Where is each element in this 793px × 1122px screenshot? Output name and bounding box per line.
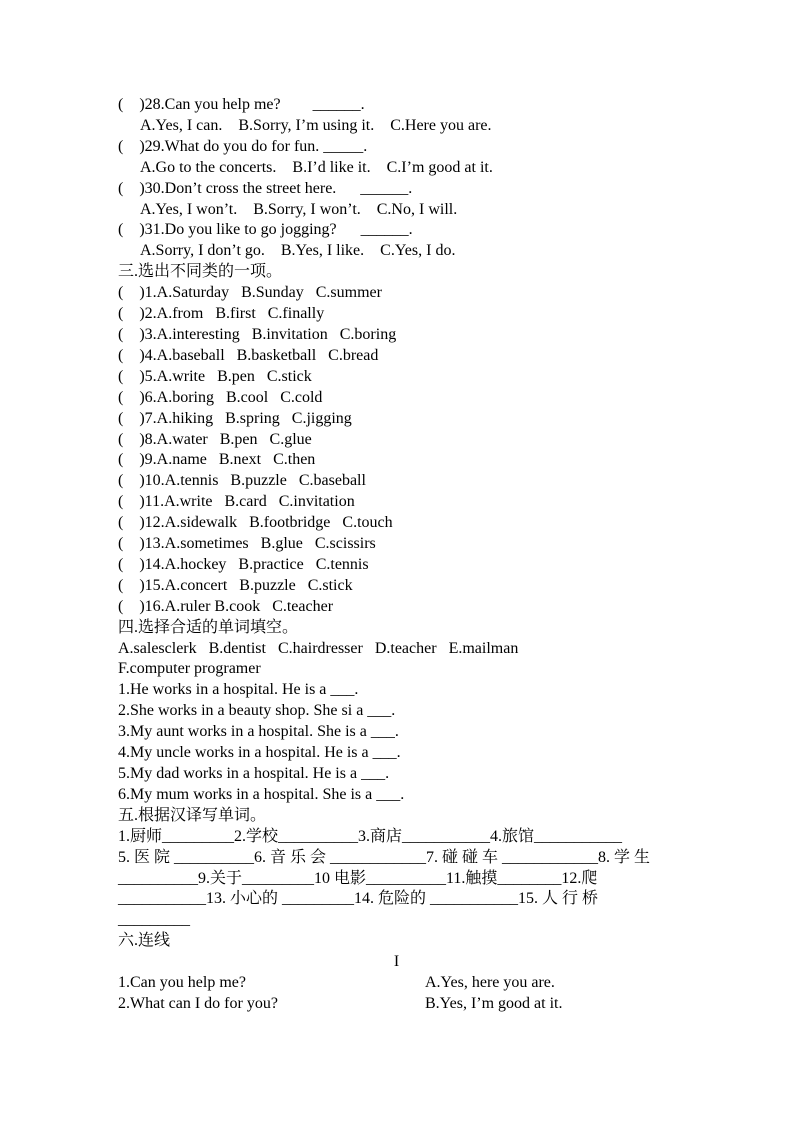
word-bank-line: F.computer programer xyxy=(118,660,261,678)
question-line: ( )2.A.from B.first C.finally xyxy=(118,305,325,323)
matching-pair xyxy=(118,994,675,1015)
question-options: A.Sorry, I don’t go. B.Yes, I like. C.Yes, I do. xyxy=(140,242,456,260)
match-left: 1.Can you help me? xyxy=(118,974,246,992)
section-3 xyxy=(118,262,675,617)
question-line: 3.My aunt works in a hospital. She is a ___. xyxy=(118,723,399,741)
question-line: ( )11.A.write B.card C.invitation xyxy=(118,493,355,511)
section-5-title: 五.根据汉译写单词。 xyxy=(118,806,267,824)
mc-question xyxy=(118,220,675,262)
question-line: ( )6.A.boring B.cool C.cold xyxy=(118,388,323,406)
match-right: B.Yes, I’m good at it. xyxy=(425,994,563,1012)
mc-question-section xyxy=(118,95,675,262)
question-line: ( )12.A.sidewalk B.footbridge C.touch xyxy=(118,514,393,532)
section-5 xyxy=(118,806,675,931)
question-stem: ( )29.What do you do for fun. _____. xyxy=(118,137,368,155)
fill-in-line: ___________13. 小心的 _________14. 危险的 ___________15. 人 行 桥 xyxy=(118,890,599,908)
mc-question xyxy=(118,137,675,179)
question-options: A.Yes, I can. B.Sorry, I’m using it. C.Here you are. xyxy=(140,116,492,134)
mc-question xyxy=(118,179,675,221)
question-line: ( )14.A.hockey B.practice C.tennis xyxy=(118,555,369,573)
matching-pair xyxy=(118,973,675,994)
question-line: 1.He works in a hospital. He is a ___. xyxy=(118,681,359,699)
fill-in-line: _________ xyxy=(118,911,190,929)
question-line: ( )4.A.baseball B.basketball C.bread xyxy=(118,346,379,364)
question-stem: ( )28.Can you help me? ______. xyxy=(118,96,365,113)
question-line: 5.My dad works in a hospital. He is a ___. xyxy=(118,765,390,782)
question-line: ( )7.A.hiking B.spring C.jigging xyxy=(118,409,352,427)
section-4-word-bank xyxy=(118,639,675,681)
section-3-title: 三.选出不同类的一项。 xyxy=(118,263,283,281)
section-3-items xyxy=(118,283,675,618)
question-options: A.Go to the concerts. B.I’d like it. C.I’m good at it. xyxy=(140,158,493,176)
question-line: ( )9.A.name B.next C.then xyxy=(118,451,316,469)
fill-in-line: 5. 医 院 __________6. 音 乐 会 ____________7. 碰 碰 车 ____________8. 学 生 xyxy=(118,848,651,866)
question-line: ( )5.A.write B.pen C.stick xyxy=(118,367,312,385)
question-line: 2.She works in a beauty shop. She si a ___. xyxy=(118,702,396,720)
part-label: I xyxy=(393,953,400,971)
question-stem: ( )31.Do you like to go jogging? ______. xyxy=(118,221,413,239)
fill-in-line: 1.厨师_________2.学校__________3.商店___________4.旅馆___________ xyxy=(118,827,623,845)
match-right: A.Yes, here you are. xyxy=(425,974,555,992)
question-line: ( )3.A.interesting B.invitation C.boring xyxy=(118,325,397,343)
question-options: A.Yes, I won’t. B.Sorry, I won’t. C.No, I will. xyxy=(140,200,458,218)
section-4-items xyxy=(118,680,675,805)
question-line: ( )15.A.concert B.puzzle C.stick xyxy=(118,576,353,594)
question-line: 4.My uncle works in a hospital. He is a ___. xyxy=(118,744,401,762)
match-left: 2.What can I do for you? xyxy=(118,994,278,1012)
section-6 xyxy=(118,931,675,1015)
word-bank-line: A.salesclerk B.dentist C.hairdresser D.teacher E.mailman xyxy=(118,639,519,657)
section-4-title: 四.选择合适的单词填空。 xyxy=(118,618,299,636)
section-6-title: 六.连线 xyxy=(118,932,171,950)
section-4 xyxy=(118,618,675,806)
question-line: ( )16.A.ruler B.cook C.teacher xyxy=(118,597,334,615)
question-line: ( )10.A.tennis B.puzzle C.baseball xyxy=(118,472,366,490)
question-line: ( )8.A.water B.pen C.glue xyxy=(118,430,312,448)
fill-in-line: __________9.关于_________10 电影__________11.触摸________12.爬 xyxy=(118,869,598,887)
question-line: 6.My mum works in a hospital. She is a ___. xyxy=(118,785,405,803)
mc-question xyxy=(118,95,675,137)
question-line: ( )13.A.sometimes B.glue C.scissirs xyxy=(118,535,376,553)
question-stem: ( )30.Don’t cross the street here. ______. xyxy=(118,179,413,197)
matching-pairs xyxy=(118,973,675,1015)
question-line: ( )1.A.Saturday B.Sunday C.summer xyxy=(118,284,382,302)
section-5-lines xyxy=(118,827,675,932)
